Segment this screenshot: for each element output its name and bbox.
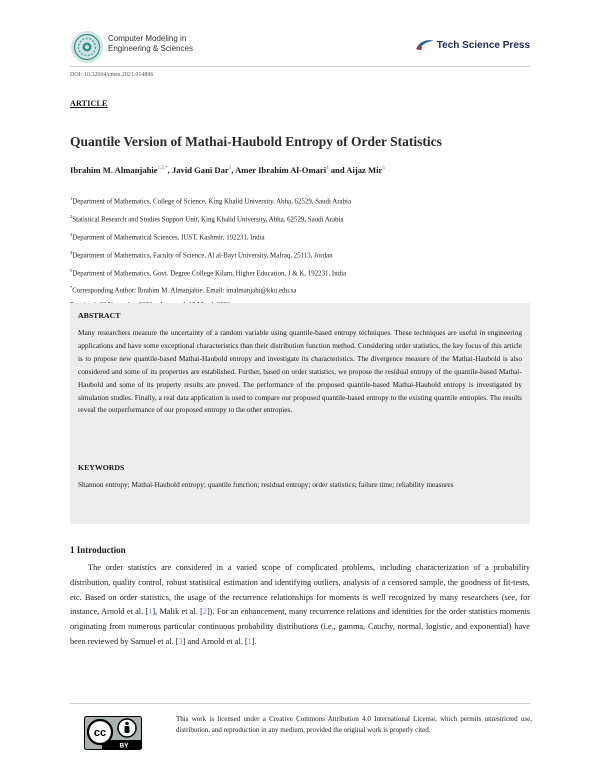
abstract-box: [70, 303, 530, 524]
author-name: Ibrahim M. Almanjahie: [70, 165, 158, 175]
publisher-name: Tech Science Press: [436, 39, 530, 51]
footer-divider: [70, 703, 530, 704]
author-separator: ,: [167, 165, 172, 175]
author-affiliation-mark[interactable]: 3: [228, 166, 232, 172]
article-type-label: ARTICLE: [70, 99, 108, 108]
citation-link[interactable]: 2: [202, 607, 208, 617]
doi: DOI: 10.32604/cmes.2021.014896: [70, 72, 154, 78]
publisher-logo: [415, 38, 530, 52]
publisher-swoosh-icon: [415, 38, 435, 52]
author-affiliation-mark[interactable]: 4: [326, 166, 329, 172]
affiliation-item: $^2$Statistical Research and Studies Support Unit, King Khalid University, Abha, 62529, Saudi Arabia: [70, 213, 344, 224]
author-list: [70, 165, 385, 175]
author-name: Amer Ibrahim Al-Omari: [235, 165, 327, 175]
affiliation-item: $^3$Department of Mathematical Sciences, IUST, Kashmir, 192231, India: [70, 231, 265, 242]
section-heading-introduction: 1 Introduction: [70, 545, 126, 555]
author-name: Aijaz Mir: [346, 165, 383, 175]
citation-link[interactable]: 1: [247, 636, 252, 646]
affiliation-list: [70, 192, 351, 314]
abstract-text: Many researchers measure the uncertainty of a random variable using quantile-based entropy techniques. These techniques are useful in engineering applications and have some exceptional characteristics than their distribution function method. Considering order statistics, the key focus of this article is to propose new quantile-based Mathai-Haubold entropy and investigate its characteristics. The divergence measure of the Mathai-Haubold is also considered and some of its properties are established. Further, based on order statistics, we propose the residual entropy of the quantile-based Mathai-Haubold and some of its property results are proved. The performance of the proposed quantile-based Mathai-Haubold entropy is investigated by simulation studies. Finally, a real data application is used to compare our proposed quantile-based entropy to the existing quantile entropies. The results reveal the outperformance of our proposed entropy to the other entropies.: [78, 328, 522, 415]
paper-title: Quantile Version of Mathai-Haubold Entropy of Order Statistics: [70, 134, 442, 149]
affiliation-item: $^1$Department of Mathematics, College of Science, King Khalid University, Abha, 62529, Saudi Arabia: [70, 196, 351, 206]
citation-link[interactable]: 1: [148, 607, 153, 617]
affiliation-item: $^4$Department of Mathematics, Faculty of Science, Al al-Bayt University, Mafraq, 25113, Jordan: [70, 249, 333, 259]
creative-commons-badge-icon[interactable]: [84, 716, 142, 750]
corresponding-author: *Corresponding Author: Ibrahim M. Almanjahie. Email: imalmanjahi@kku.edu.sa: [70, 285, 297, 295]
journal-name-line1: Computer Modeling in: [108, 34, 187, 43]
header-divider: [70, 66, 530, 67]
keywords-heading: KEYWORDS: [78, 463, 125, 472]
abstract-heading: ABSTRACT: [78, 311, 121, 320]
author-separator: and: [328, 165, 347, 175]
license-notice: This work is licensed under a Creative Commons Attribution 4.0 International License, which permits unrestricted use, distribution, and reproduction in any medium, provided the original work is properly cited.: [176, 715, 532, 735]
by-label: BY: [119, 742, 129, 750]
journal-name: [108, 34, 193, 54]
author-affiliation-mark[interactable]: 5: [382, 166, 385, 172]
journal-name-line2: Engineering & Sciences: [108, 44, 193, 53]
author-name: Javid Gani Dar: [171, 165, 229, 175]
introduction-paragraph: The order statistics are considered in a varied scope of complicated problems, including characterization of a probability distribution, quality control, robust statistical estimation and identifying outliers, analysis of a censored sample, the goodness of fit-tests, etc. Based on order statistics, the usage of the recurrence relationships for moments is well recognized by many researchers (see, for instance, Arnold et al. [1], Malik et al. [2]). For an enhancement, many recurrence relations and identities for the order statistics moments originating from numerous particular continuous probability distributions (i.e., gamma, Cauchy, normal, logistic, and exponential) have been reviewed by Samuel et al. [3] and Arnold et al. [1].: [70, 563, 530, 646]
keywords-text: Shannon entropy; Mathai-Haubold entropy; quantile function; residual entropy; order statistics; failure time; reliability measures: [78, 480, 454, 489]
affiliation-item: $^5$Department of Mathematics, Govt. Degree College Kilam, Higher Education, J & K, 192231, India: [70, 267, 347, 277]
author-affiliation-mark[interactable]: 1,2,*: [157, 166, 168, 172]
cc-label: cc: [93, 727, 107, 739]
author-separator: ,: [231, 165, 236, 175]
citation-link[interactable]: 3: [178, 636, 183, 646]
journal-logo-icon: [70, 30, 104, 64]
